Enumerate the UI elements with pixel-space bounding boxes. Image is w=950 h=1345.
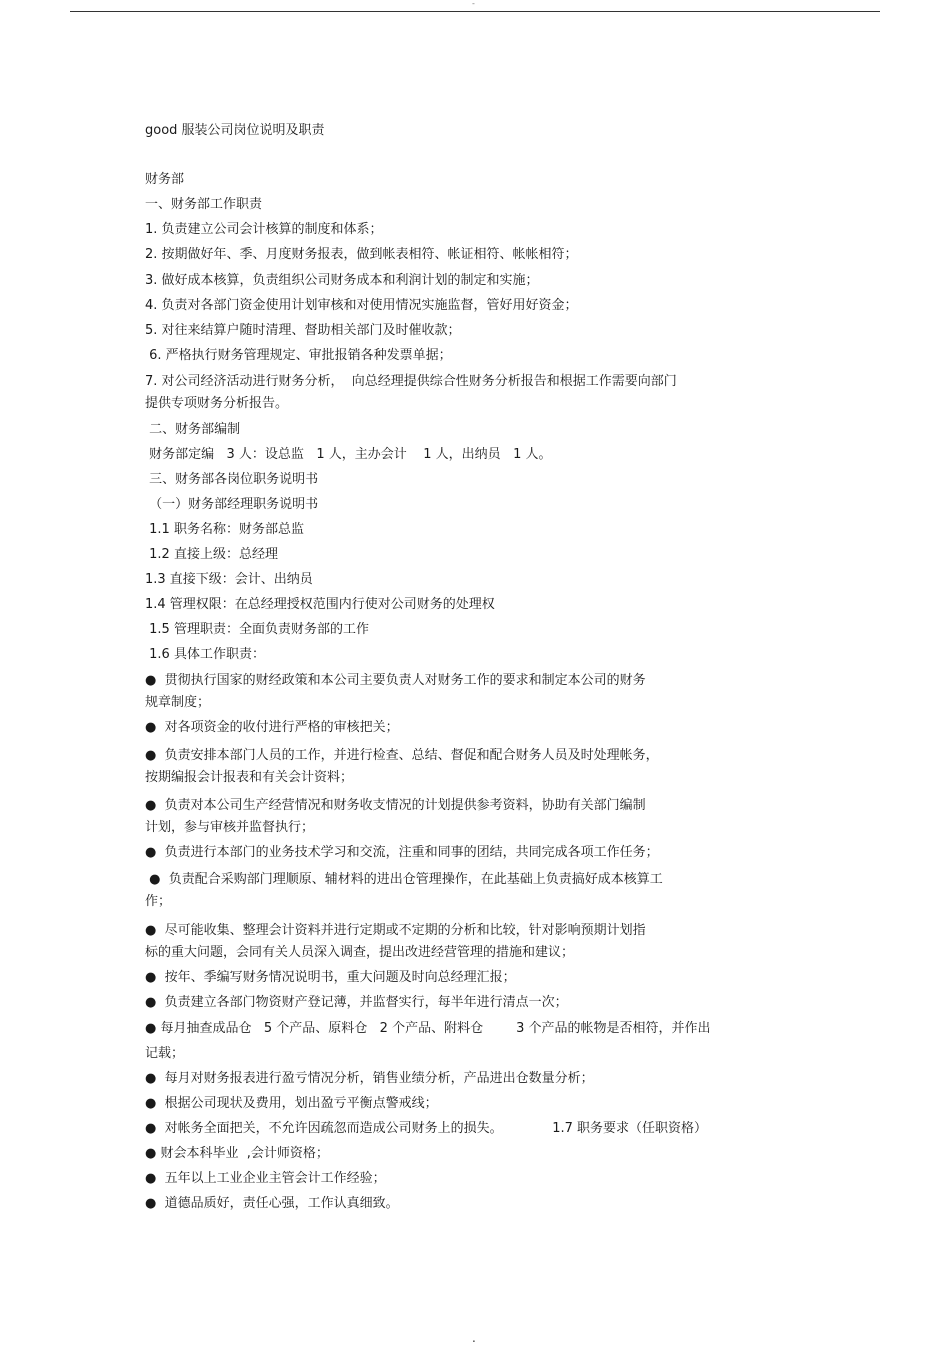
duty-line: 6. 严格执行财务管理规定、审批报销各种发票单据； bbox=[145, 348, 452, 363]
bullet-line: ● 对各项资金的收付进行严格的审核把关； bbox=[145, 720, 399, 735]
section-heading: 二、财务部编制 bbox=[145, 422, 241, 437]
duty-line: 2. 按期做好年、季、月度财务报表，做到帐表相符、帐证相符、帐帐相符； bbox=[145, 247, 578, 262]
bullet-line: 计划，参与审核并监督执行； bbox=[145, 820, 315, 835]
bullet-line: ● 五年以上工业企业主管会计工作经验； bbox=[145, 1171, 386, 1186]
duty-line: 提供专项财务分析报告。 bbox=[145, 396, 289, 411]
bullet-line: ● 根据公司现状及费用，划出盈亏平衡点警戒线； bbox=[145, 1096, 438, 1111]
duty-line: 3. 做好成本核算，负责组织公司财务成本和利润计划的制定和实施； bbox=[145, 273, 539, 288]
header-rule bbox=[70, 11, 880, 12]
item-line: 1.2 直接上级：总经理 bbox=[145, 547, 278, 562]
duty-line: 5. 对往来结算户随时清理、督助相关部门及时催收款； bbox=[145, 323, 461, 338]
bullet-line: ● 每月对财务报表进行盈亏情况分析，销售业绩分析，产品进出仓数量分析； bbox=[145, 1071, 594, 1086]
bullet-line: ● 尽可能收集、整理会计资料并进行定期或不定期的分析和比较，针对影响预期计划指 bbox=[145, 923, 646, 938]
department-heading: 财务部 bbox=[145, 172, 185, 187]
bullet-line: 标的重大问题，会同有关人员深入调查，提出改进经营管理的措施和建议； bbox=[145, 945, 575, 960]
bullet-line: ● 贯彻执行国家的财经政策和本公司主要负责人对财务工作的要求和制定本公司的财务 bbox=[145, 673, 646, 688]
bullet-line: 作； bbox=[145, 894, 172, 909]
bullet-line: ● 财会本科毕业 ,会计师资格； bbox=[145, 1146, 329, 1161]
bullet-line: 规章制度； bbox=[145, 695, 211, 710]
footer-mark: . bbox=[472, 1331, 476, 1345]
header-mark: - bbox=[472, 0, 475, 8]
subsection-heading: （一）财务部经理职务说明书 bbox=[145, 497, 319, 512]
staffing-line: 财务部定编 3 人：设总监 1 人，主办会计 1 人，出纳员 1 人。 bbox=[145, 447, 552, 462]
doc-title: good 服装公司岗位说明及职责 bbox=[145, 123, 325, 138]
duty-line: 4. 负责对各部门资金使用计划审核和对使用情况实施监督，管好用好资金； bbox=[145, 298, 578, 313]
bullet-line: ● 负责安排本部门人员的工作，并进行检查、总结、督促和配合财务人员及时处理帐务， bbox=[145, 748, 659, 763]
bullet-line: ● 负责对本公司生产经营情况和财务收支情况的计划提供参考资料，协助有关部门编制 bbox=[145, 798, 646, 813]
bullet-line: ● 每月抽查成品仓 5 个产品、原料仓 2 个产品、附料仓 3 个产品的帐物是否相符，并作出 bbox=[145, 1021, 711, 1036]
bullet-line: ● 负责建立各部门物资财产登记薄，并监督实行，每半年进行清点一次； bbox=[145, 995, 568, 1010]
bullet-line: ● 按年、季编写财务情况说明书，重大问题及时向总经理汇报； bbox=[145, 970, 516, 985]
item-line: 1.1 职务名称：财务部总监 bbox=[145, 522, 304, 537]
bullet-line: ● 对帐务全面把关，不允许因疏忽而造成公司财务上的损失。 1.7 职务要求（任职资格） bbox=[145, 1121, 708, 1136]
item-line: 1.3 直接下级：会计、出纳员 bbox=[145, 572, 313, 587]
duty-line: 7. 对公司经济活动进行财务分析， 向总经理提供综合性财务分析报告和根据工作需要向部门 bbox=[145, 374, 677, 389]
bullet-line: 按期编报会计报表和有关会计资料； bbox=[145, 770, 354, 785]
section-heading: 三、财务部各岗位职务说明书 bbox=[145, 472, 319, 487]
item-line: 1.4 管理权限：在总经理授权范围内行使对公司财务的处理权 bbox=[145, 597, 495, 612]
bullet-line: ● 负责配合采购部门理顺原、辅材料的进出仓管理操作，在此基础上负责搞好成本核算工 bbox=[145, 872, 663, 887]
item-line: 1.5 管理职责：全面负责财务部的工作 bbox=[145, 622, 369, 637]
section-heading: 一、财务部工作职责 bbox=[145, 197, 263, 212]
duty-line: 1. 负责建立公司会计核算的制度和体系； bbox=[145, 222, 383, 237]
item-line: 1.6 具体工作职责： bbox=[145, 647, 265, 662]
bullet-line: 记载； bbox=[145, 1046, 185, 1061]
bullet-line: ● 负责进行本部门的业务技术学习和交流，注重和同事的团结，共同完成各项工作任务； bbox=[145, 845, 659, 860]
bullet-line: ● 道德品质好，责任心强，工作认真细致。 bbox=[145, 1196, 399, 1211]
